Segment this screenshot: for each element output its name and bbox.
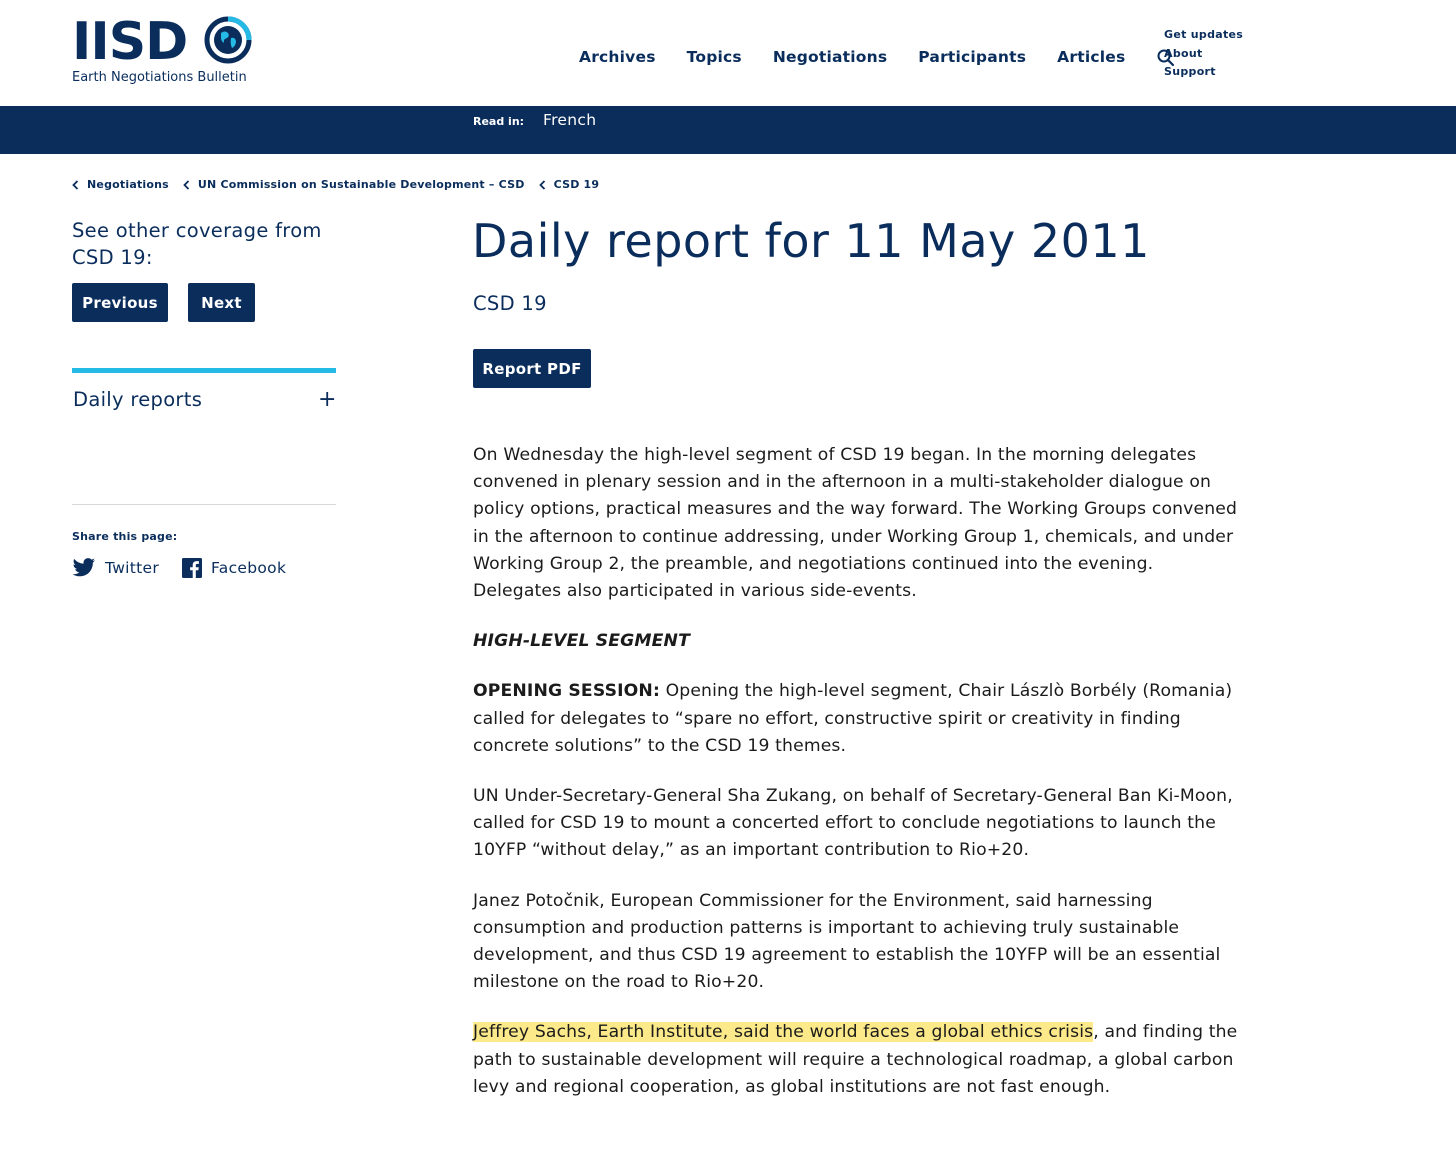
share-facebook-link[interactable] (182, 558, 286, 578)
breadcrumb-label: UN Commission on Sustainable Development – CSD (197, 178, 525, 191)
language-bar (0, 106, 1456, 154)
logo-subtitle: Earth Negotiations Bulletin (72, 70, 247, 85)
opening-paragraph (473, 678, 1243, 760)
breadcrumb-item[interactable] (183, 178, 525, 191)
breadcrumb-item[interactable] (539, 178, 600, 191)
twitter-icon (72, 558, 96, 578)
site-header (0, 0, 1456, 106)
logo-wordmark: IISD (72, 12, 188, 72)
zukang-paragraph: UN Under-Secretary-General Sha Zukang, on behalf of Secretary-General Ban Ki-Moon, called for CSD 19 to mount a concerted effort to conclude negotiations to launch the 10YFP “without delay,” as an important contribution to Rio+20. (473, 786, 1233, 861)
page-title: Daily report for 11 May 2011 (472, 214, 1150, 268)
share-label: Share this page: (72, 530, 178, 543)
support-link[interactable]: Support (1164, 65, 1216, 78)
share-twitter-link[interactable] (72, 558, 159, 578)
breadcrumb (72, 178, 613, 191)
section-heading: HIGH-LEVEL SEGMENT (473, 631, 690, 652)
accordion-top-border (72, 368, 336, 373)
nav-articles[interactable]: Articles (1057, 48, 1126, 66)
chevron-left-icon (539, 180, 546, 190)
coverage-title: See other coverage from CSD 19: (72, 219, 322, 269)
sachs-text: , and finding the path to sustainable development will require a technological roadmap, a global carbon levy and regional cooperation, as global institutions are not fast enough. (473, 1022, 1238, 1097)
about-link[interactable]: About (1164, 46, 1203, 60)
main-nav (579, 46, 1176, 68)
sidebar-divider (72, 504, 336, 505)
facebook-icon (182, 558, 202, 578)
breadcrumb-label: Negotiations (87, 178, 169, 191)
daily-reports-accordion[interactable]: Daily reports (73, 388, 203, 411)
nav-archives[interactable]: Archives (579, 48, 656, 66)
next-button[interactable]: Next (188, 283, 255, 322)
nav-topics[interactable]: Topics (686, 48, 742, 66)
potocnik-paragraph: Janez Potočnik, European Commissioner for the Environment, said harnessing consumption and production patterns is important to achieving truly sustainable development, and thus CSD 19 agreement to establish the 10YFP will be an essential milestone on the road to Rio+20. (473, 890, 1221, 993)
report-pdf-button[interactable]: Report PDF (473, 349, 591, 388)
breadcrumb-item[interactable] (72, 178, 169, 191)
chevron-left-icon (183, 180, 190, 190)
globe-icon (204, 16, 252, 64)
twitter-label: Twitter (105, 559, 160, 577)
read-in-label: Read in: (473, 115, 525, 128)
intro-paragraph: On Wednesday the high-level segment of CSD 19 began. In the morning delegates convened in plenary session and in the afternoon in a multi-stakeholder dialogue on policy options, practical measures and the way forward. The Working Groups convened in the afternoon to continue addressing, under Working Group 1, chemicals, and under Working Group 2, the preamble, and negotiations continued into the evening. Delegates also participated in various side-events. (473, 445, 1238, 602)
nav-participants[interactable]: Participants (918, 48, 1027, 66)
facebook-label: Facebook (211, 559, 287, 577)
article-body (473, 442, 1243, 1124)
opening-text: Opening the high-level segment, Chair Lászlò Borbély (Romania) called for delegates to “spare no effort, constructive spirit or creativity in finding concrete solutions” to the CSD 19 themes. (473, 681, 1233, 756)
opening-lead: OPENING SESSION: (473, 681, 660, 702)
highlighted-text: Jeffrey Sachs, Earth Institute, said the world faces a global ethics crisis (473, 1022, 1094, 1043)
iisd-logo[interactable] (72, 14, 272, 90)
previous-button[interactable]: Previous (72, 283, 168, 322)
page-subtitle: CSD 19 (473, 292, 547, 315)
breadcrumb-label: CSD 19 (553, 178, 600, 191)
get-updates-link[interactable]: Get updates (1164, 28, 1244, 41)
nav-negotiations[interactable]: Negotiations (772, 48, 888, 66)
plus-icon[interactable]: + (318, 387, 337, 412)
chevron-left-icon (72, 180, 79, 190)
language-link-french[interactable]: French (543, 111, 597, 129)
utility-links (1164, 26, 1243, 82)
sachs-paragraph (473, 1019, 1243, 1101)
